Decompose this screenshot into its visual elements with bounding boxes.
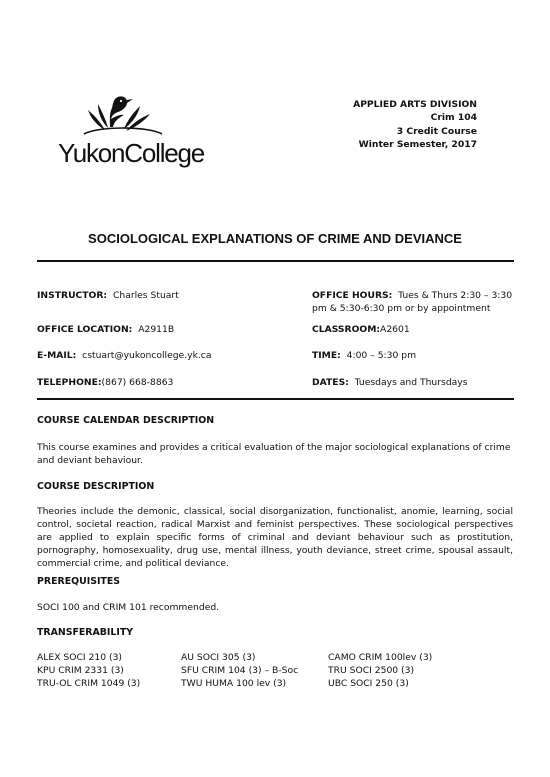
transfer-cell: SFU CRIM 104 (3) – B-Soc bbox=[181, 665, 299, 676]
dates-row bbox=[312, 376, 468, 389]
office-location-row bbox=[37, 323, 174, 336]
time-row bbox=[312, 349, 416, 362]
credit-label: 3 Credit Course bbox=[396, 125, 477, 137]
semester-label: Winter Semester, 2017 bbox=[358, 138, 477, 150]
transfer-cell: UBC SOCI 250 (3) bbox=[328, 678, 409, 689]
transfer-cell: TWU HUMA 100 lev (3) bbox=[181, 678, 287, 689]
office-location-label: OFFICE LOCATION: bbox=[37, 324, 133, 335]
transferability-table bbox=[37, 651, 514, 690]
calendar-text: This course examines and provides a critical evaluation of the major sociological explanations of crime and deviant behaviour. bbox=[37, 442, 511, 467]
email-label: E-MAIL: bbox=[37, 350, 77, 361]
office-hours-row bbox=[312, 289, 516, 315]
prerequisites-text: SOCI 100 and CRIM 101 recommended. bbox=[37, 602, 220, 613]
info-divider bbox=[37, 398, 514, 400]
telephone-value: (867) 668-8863 bbox=[101, 377, 174, 388]
bird-logo-icon bbox=[58, 94, 198, 138]
course-header bbox=[353, 98, 477, 151]
logo-wordmark: YukonCollege bbox=[58, 138, 205, 168]
telephone-row bbox=[37, 376, 173, 389]
dates-label: DATES: bbox=[312, 377, 349, 388]
transfer-cell: ALEX SOCI 210 (3) bbox=[37, 652, 123, 663]
transferability-heading: TRANSFERABILITY bbox=[37, 627, 134, 638]
calendar-heading: COURSE CALENDAR DESCRIPTION bbox=[37, 415, 215, 426]
classroom-label: CLASSROOM: bbox=[312, 324, 381, 335]
course-code: Crim 104 bbox=[430, 112, 477, 124]
time-label: TIME: bbox=[312, 350, 341, 361]
time-value: 4:00 – 5:30 pm bbox=[346, 350, 417, 361]
transfer-cell: KPU CRIM 2331 (3) bbox=[37, 665, 124, 676]
transfer-cell: CAMO CRIM 100lev (3) bbox=[328, 652, 433, 663]
transfer-row bbox=[37, 664, 514, 677]
office-location-value: A2911B bbox=[138, 324, 175, 335]
classroom-value: A2601 bbox=[380, 324, 410, 335]
prerequisites-heading: PREREQUISITES bbox=[37, 576, 120, 587]
description-text: Theories include the demonic, classical, social disorganization, functionalist, anomie, learning, social control, societal reaction, radical Marxist and feminist perspectives. These sociological perspectives are applied to explain specific forms of criminal and deviant behaviour such as prostitution, pornography, homosexuality, drug use, mental illness, youth deviance, street crime, spousal assault, commercial crime, and political deviance. bbox=[37, 506, 513, 570]
dates-value: Tuesdays and Thursdays bbox=[354, 377, 468, 388]
office-hours-line1: Tues & Thurs 2:30 – 3:30 bbox=[398, 290, 513, 301]
transfer-cell: AU SOCI 305 (3) bbox=[181, 652, 256, 663]
instructor-value: Charles Stuart bbox=[112, 290, 179, 301]
transfer-cell: TRU-OL CRIM 1049 (3) bbox=[37, 678, 141, 689]
transfer-row bbox=[37, 651, 514, 664]
document-title: SOCIOLOGICAL EXPLANATIONS OF CRIME AND DEVIANCE bbox=[88, 231, 462, 246]
division-label: APPLIED ARTS DIVISION bbox=[353, 99, 477, 110]
office-hours-label: OFFICE HOURS: bbox=[312, 290, 393, 301]
office-hours-line2: pm & 5:30-6:30 pm or by appointment bbox=[312, 303, 491, 314]
title-divider bbox=[37, 260, 514, 262]
classroom-row bbox=[312, 323, 410, 336]
instructor-row bbox=[37, 289, 179, 302]
college-logo bbox=[58, 94, 205, 168]
email-value[interactable]: cstuart@yukoncollege.yk.ca bbox=[82, 350, 212, 361]
telephone-label: TELEPHONE: bbox=[37, 377, 102, 388]
description-heading: COURSE DESCRIPTION bbox=[37, 481, 155, 492]
transfer-row bbox=[37, 677, 514, 690]
email-row bbox=[37, 349, 212, 362]
instructor-label: INSTRUCTOR: bbox=[37, 290, 108, 301]
transfer-cell: TRU SOCI 2500 (3) bbox=[328, 665, 415, 676]
